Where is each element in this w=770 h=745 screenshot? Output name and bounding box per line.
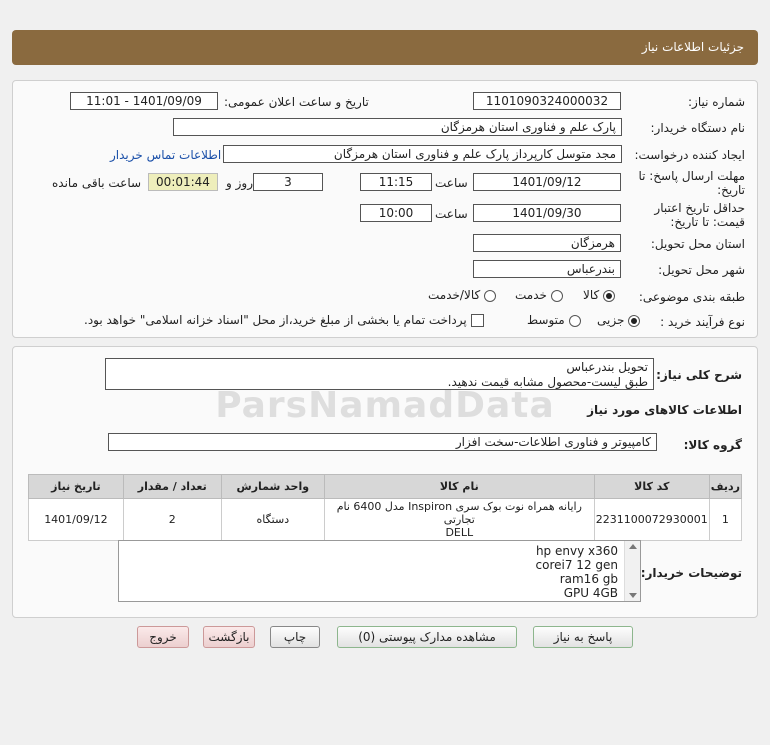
goods-table xyxy=(28,474,742,541)
col-row-header: ردیف xyxy=(709,475,741,499)
reply-deadline-date: 1401/09/12 xyxy=(473,173,621,191)
category-label: طبقه بندی موضوعی: xyxy=(638,290,745,304)
scroll-up-icon[interactable] xyxy=(629,544,637,549)
price-validity-label-2: قیمت: تا تاریخ: xyxy=(670,215,745,229)
payment-note-text: پرداخت تمام یا بخشی از مبلغ خرید،از محل "اسناد خزانه اسلامی" خواهد بود. xyxy=(84,313,467,327)
creator-value: مجد متوسل کارپرداز پارک علم و فناوری استان هرمزگان xyxy=(223,145,622,163)
announce-label: تاریخ و ساعت اعلان عمومی: xyxy=(224,95,369,109)
cell-name xyxy=(324,499,594,541)
cell-name-line-2: DELL xyxy=(445,526,474,539)
col-unit-header: واحد شمارش xyxy=(221,475,324,499)
category-both-label: کالا/خدمت xyxy=(428,288,481,302)
reply-days-value: 3 xyxy=(253,173,323,191)
cell-unit: دستگاه xyxy=(221,499,324,541)
description-label: شرح کلی نیاز: xyxy=(656,368,742,382)
buyer-notes-line-4: GPU 4GB xyxy=(563,586,618,600)
buyer-org-label: نام دستگاه خریدار: xyxy=(650,121,745,135)
city-label: شهر محل تحویل: xyxy=(658,263,745,277)
buyer-notes-line-2: corei7 12 gen xyxy=(535,558,618,572)
treasury-payment-checkbox[interactable] xyxy=(471,314,484,327)
cell-row: 1 xyxy=(709,499,741,541)
category-option-goods[interactable] xyxy=(583,288,615,302)
price-validity-time: 10:00 xyxy=(360,204,432,222)
category-option-service[interactable] xyxy=(515,288,563,302)
price-validity-time-label: ساعت xyxy=(435,207,468,221)
description-box xyxy=(105,358,654,390)
buyer-org-value: پارک علم و فناوری استان هرمزگان xyxy=(173,118,622,136)
process-label: نوع فرآیند خرید : xyxy=(660,315,745,329)
reply-deadline-time: 11:15 xyxy=(360,173,432,191)
page-header xyxy=(12,30,758,65)
description-line-1: تحویل بندرعباس xyxy=(566,360,648,374)
buyer-notes-box[interactable] xyxy=(118,540,641,602)
page-title: جزئیات اطلاعات نیاز xyxy=(641,40,744,54)
col-name-header: نام کالا xyxy=(324,475,594,499)
print-button[interactable]: چاپ xyxy=(270,626,320,648)
watermark: ParsNamadData xyxy=(215,385,555,426)
reply-time-label: ساعت xyxy=(435,176,468,190)
buyer-contact-link[interactable]: اطلاعات تماس خریدار xyxy=(110,148,222,162)
table-row xyxy=(29,499,742,541)
need-number-value: 1101090324000032 xyxy=(473,92,621,110)
col-date-header: تاریخ نیاز xyxy=(29,475,124,499)
city-value: بندرعباس xyxy=(473,260,621,278)
goods-group-value: کامپیوتر و فناوری اطلاعات-سخت افزار xyxy=(108,433,657,451)
cell-name-line-1: رایانه همراه نوت بوک سری Inspiron مدل 6400 نام تجارتی xyxy=(336,500,582,526)
table-header-row xyxy=(29,475,742,499)
price-validity-date: 1401/09/30 xyxy=(473,204,621,222)
province-label: استان محل تحویل: xyxy=(650,237,745,251)
remaining-time-label: ساعت باقی مانده xyxy=(52,176,142,190)
buyer-notes-text xyxy=(536,544,618,600)
buyer-notes-line-1: hp envy x360 xyxy=(535,544,618,558)
process-option-minor[interactable] xyxy=(597,313,640,327)
attachments-button[interactable]: مشاهده مدارک پیوستی (0) xyxy=(337,626,517,648)
price-validity-label-1: حداقل تاریخ اعتبار xyxy=(654,201,745,215)
category-goods-radio[interactable] xyxy=(603,290,615,302)
category-goods-label: کالا xyxy=(583,288,600,302)
process-minor-radio[interactable] xyxy=(628,315,640,327)
cell-date: 1401/09/12 xyxy=(29,499,124,541)
creator-label: ایجاد کننده درخواست: xyxy=(634,148,745,162)
description-line-2: طبق لیست-محصول مشابه قیمت ندهید. xyxy=(447,375,648,389)
need-number-label: شماره نیاز: xyxy=(688,95,745,109)
col-qty-header: تعداد / مقدار xyxy=(123,475,221,499)
col-code-header: کد کالا xyxy=(594,475,709,499)
reply-deadline-label-1: مهلت ارسال پاسخ: تا xyxy=(638,169,745,183)
category-service-radio[interactable] xyxy=(551,290,563,302)
goods-group-label: گروه کالا: xyxy=(683,438,742,452)
cell-code: 2231100072930001 xyxy=(594,499,709,541)
announce-value: 1401/09/09 - 11:01 xyxy=(70,92,218,110)
process-medium-label: متوسط xyxy=(527,313,565,327)
back-button[interactable]: بازگشت xyxy=(203,626,255,648)
reply-days-label: روز و xyxy=(226,176,253,190)
reply-button[interactable]: پاسخ به نیاز xyxy=(533,626,633,648)
cell-qty: 2 xyxy=(123,499,221,541)
category-service-label: خدمت xyxy=(515,288,547,302)
buyer-notes-scrollbar[interactable] xyxy=(624,541,640,601)
province-value: هرمزگان xyxy=(473,234,621,252)
buyer-notes-line-3: ram16 gb xyxy=(559,572,618,586)
process-option-medium[interactable] xyxy=(527,313,581,327)
remaining-time-value: 00:01:44 xyxy=(148,173,218,191)
scroll-down-icon[interactable] xyxy=(629,593,637,598)
category-both-radio[interactable] xyxy=(484,290,496,302)
reply-deadline-label-2: تاریخ: xyxy=(717,183,745,197)
buyer-notes-label: توضیحات خریدار: xyxy=(640,566,742,580)
category-option-both[interactable] xyxy=(428,288,496,302)
process-medium-radio[interactable] xyxy=(569,315,581,327)
exit-button[interactable]: خروج xyxy=(137,626,189,648)
process-minor-label: جزیی xyxy=(597,313,625,327)
payment-note-row[interactable] xyxy=(84,313,484,327)
goods-info-title: اطلاعات کالاهای مورد نیاز xyxy=(587,403,742,417)
